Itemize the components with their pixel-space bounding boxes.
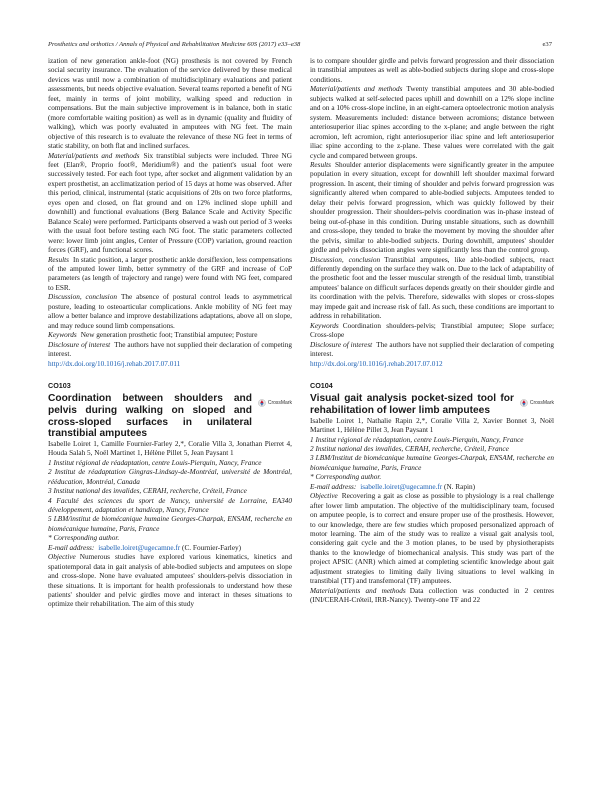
right-column bbox=[310, 57, 554, 606]
corresponding-note: * Corresponding author. bbox=[310, 473, 382, 482]
discussion-paragraph bbox=[48, 293, 292, 331]
methods-text: Six transtibial subjects were included. Three NG feet (Elan®, Proprio foot®, Meridium®) and the patient's usual foot were successively tested. For each foot type, after socket and alignment validation by an expert prosthetist, an acclimatization period of 15 days at home was observed. After this period, clinical, instrumental (static acquisitions of 20s on two force platforms, eyes open and closed, on flat ground and on 12% inclined slope uphill and downhill) and functional evaluations (Berg Balance Scale and Activity Specific Balance Scale) were performed. Participants observed a wash out period of 3 weeks with the usual foot before testing each NG foot. The static parameters collected were: lower limb joint angles, Center of Pressure (COP) variation, ground reaction forces (GRF), and functional scores. bbox=[48, 151, 292, 255]
abstract-code: CO103 bbox=[48, 380, 71, 390]
affiliation: 4 Faculté des sciences du sport de Nancy, université de Lorraine, EA340 développement, adaptation et handicap, Nancy, France bbox=[48, 496, 292, 514]
affiliation: 2 Institut national des invalides, CERAH, recherche, Créteil, France bbox=[310, 444, 509, 453]
section-label: Disclosure of interest bbox=[310, 340, 373, 349]
disclosure-paragraph bbox=[310, 341, 554, 360]
results-text: Shoulder anterior displacements were significantly greater in the amputee population in every situation, except for downhill left shoulder maximal forward progression. In ascent, their timing of shoulder and pelvis forward progression was significantly altered when compared to able-bodied subjects. Amputees tended to delay their pelvis forward progression, which was quickly followed by their shoulder progression. Their shoulders-pelvis coordination was in-phase instead of being out-of-phase in this condition. During unstable situations, such as downhill and cross-slope, they tended to brake the movement by moving the shoulder after the pelvis, similar to able-bodied subjects. During downhill, amputees' shoulder girdle and pelvis dissociation angles were significantly less than the control group. bbox=[310, 160, 554, 255]
section-label: Disclosure of interest bbox=[48, 340, 111, 349]
crossmark-label: CrossMark bbox=[529, 399, 554, 406]
abstract-code: CO104 bbox=[310, 380, 333, 390]
abstract-title-row bbox=[310, 393, 554, 416]
objective-text: Recovering a gait as close as possible to physiology is a real challenge after lower limb amputation. The objective of the multidisciplinary team, focused on amputee people, is to correct and ensure proper use of the prosthesis. However, to our knowledge, there are few studies which proposed personalized approach of motor learning. The aim of the study was to realize a visual gait analysis tool, considering gait cycle and the 3 motion planes, to be used by physiotherapists thanks to the knowledge of biomechanical analysis. This study was part of the project APSIC (ANR) which aimed at completing scientific knowledge about gait adjustment strategies to limiting daily living situations to level walking in transtibial (TT) and transfemoral (TF) amputees. bbox=[310, 492, 554, 586]
doi-link[interactable]: http://dx.doi.org/10.1016/j.rehab.2017.07.011 bbox=[48, 359, 181, 368]
affiliation: 3 LBM/Institut de biomécanique humaine Georges-Charpak, ENSAM, recherche en biomécanique humaine, Paris, France bbox=[310, 454, 554, 472]
crossmark-badge[interactable] bbox=[258, 397, 292, 409]
keywords-paragraph bbox=[310, 322, 554, 341]
email-label: E-mail address: bbox=[310, 482, 357, 491]
objective-paragraph bbox=[310, 492, 554, 587]
methods-paragraph bbox=[48, 152, 292, 256]
methods-text: Data collection was conducted in 2 centres (INI/CERAH-Créteil, IRR-Nancy). Twenty-one TF and 22 bbox=[310, 586, 554, 605]
corresponding-note: * Corresponding author. bbox=[48, 534, 120, 543]
keywords-text: Coordination shoulders-pelvis; Transtibial amputee; Slope surface; Cross-slope bbox=[310, 321, 554, 340]
section-label: Material/patients and methods bbox=[310, 85, 403, 94]
affiliation: 1 Institut régional de réadaptation, centre Louis-Pierquin, Nancy, France bbox=[310, 435, 524, 444]
results-paragraph bbox=[48, 256, 292, 294]
section-label: Objective bbox=[48, 553, 76, 562]
abstract-continuation: ization of new generation ankle-foot (NG) prosthesis is not covered by French social security insurance. The evaluation of the service delivered by these medical devices was until now a combination of multidisciplinary evaluations and patient assessments, but needs objective evaluation. Several teams reported a benefit of NG feet, mainly in terms of joint mobility, walking speed and reduction in compensations. But the main subjective improvement is in balance, both in static (more comfortable waiting position) as well as in dynamic (quality and fluidity of walking), which was poorly evaluated in amputees with NG feet. The main objective of this research is to evaluate the relevance of these NG feet in terms of static stability, on both flat and inclined surfaces. bbox=[48, 57, 292, 151]
doi-link[interactable]: http://dx.doi.org/10.1016/j.rehab.2017.07.012 bbox=[310, 359, 443, 368]
discussion-text: Transtibial amputees, like able-bodied subjects, react differently depending on the surface they walk on. Due to the lack of adaptability of the prosthetic foot and the lesser muscular strength of the residual limb, transtibial amputees' balance on difficult surfaces depends greatly on their shoulder girdle and its coordination with the pelvis. Therefore, sidewalks with slopes or cross-slopes may impede gait and increase risk of fall. As such, these conditions are important to address in rehabilitation. bbox=[310, 255, 554, 321]
section-label: Discussion, conclusion bbox=[310, 255, 381, 264]
objective-paragraph bbox=[48, 553, 292, 610]
crossmark-icon bbox=[258, 397, 266, 409]
methods-paragraph bbox=[310, 85, 554, 161]
author-list: Isabelle Loiret 1, Camille Fournier-Farley 2,*, Coralie Villa 3, Jonathan Pierret 4, Houda Salah 5, Noël Martinet 1, Hélène Pillet 5, Jean Paysant 1 bbox=[48, 439, 292, 458]
results-paragraph bbox=[310, 161, 554, 256]
section-label: Results bbox=[48, 255, 69, 264]
page-number: e37 bbox=[542, 41, 552, 48]
running-header bbox=[48, 41, 552, 48]
author-list: Isabelle Loiret 1, Nathalie Rapin 2,*, Coralie Villa 2, Xavier Bonnet 3, Noël Martinet 1, Hélène Pillet 3, Jean Paysant 1 bbox=[310, 416, 554, 435]
section-label: Discussion, conclusion bbox=[48, 293, 117, 302]
crossmark-label: CrossMark bbox=[267, 399, 292, 406]
keywords-text: New generation prosthetic foot; Transtibial amputee; Posture bbox=[80, 331, 258, 340]
abstract-title-row bbox=[48, 393, 292, 439]
disclosure-text: The authors have not supplied their declaration of competing interest. bbox=[310, 340, 554, 359]
affiliation: 1 Institut régional de réadaptation, centre Louis-Pierquin, Nancy, France bbox=[48, 458, 262, 467]
section-label: Material/patients and methods bbox=[310, 586, 406, 595]
objective-text: Numerous studies have explored various kinematics, kinetics and spatiotemporal data in gait analysis of able-bodied subjects and amputees on slope and cross-slope. None have evaluated amputees' shoulders-pelvis dissociation in these situations. It is important for health professionals to understand how these patients' shoulder and pelvic girdles move and interact in theses situations to optimize their rehabilitation. The aim of this study bbox=[48, 553, 292, 609]
section-label: Results bbox=[310, 160, 331, 169]
affiliation: 5 LBM/institut de biomécanique humaine Georges-Charpak, ENSAM, recherche en biomécanique humaine, Paris, France bbox=[48, 515, 292, 533]
email-line bbox=[48, 544, 292, 553]
abstract-title: Visual gait analysis pocket-sized tool for rehabilitation of lower limb amputees bbox=[310, 393, 514, 416]
section-label: Objective bbox=[310, 492, 338, 501]
section-label: Material/patients and methods bbox=[48, 151, 140, 160]
abstract-title: Coordination between shoulders and pelvis during walking on sloped and cross-sloped surfaces in unilateral transtibial amputees bbox=[48, 393, 252, 440]
discussion-text: The absence of postural control leads to asymmetrical posture, leading to osteoarticular complications. Ankle mobility of NG feet may allow a better balance and improve destabilizations adaptations, above all on slope, and may reduce sound limb compensations. bbox=[48, 293, 292, 330]
methods-paragraph bbox=[310, 587, 554, 606]
email-name: (N. Rapin) bbox=[444, 482, 476, 491]
email-name: (C. Fournier-Farley) bbox=[182, 543, 242, 552]
crossmark-icon bbox=[520, 397, 528, 409]
left-column bbox=[48, 57, 292, 610]
journal-citation: Prosthetics and orthotics / Annals of Physical and Rehabilitation Medicine 60S (2017) e33–e38 bbox=[48, 41, 301, 48]
email-line bbox=[310, 483, 554, 492]
abstract-continuation: is to compare shoulder girdle and pelvis forward progression and their dissociation in transtibial amputees as well as able-bodied subjects during slope and cross-slope conditions. bbox=[310, 57, 554, 84]
email-link[interactable]: isabelle.loiret@ugecamne.fr bbox=[360, 482, 443, 491]
results-text: In static position, a larger prosthetic ankle dorsiflexion, less compensations of the amputed lower limb, better symmetry of the GRF and increase of CoP parameters (as length of trajectory and range) were found with NG feet, compared to ESR. bbox=[48, 255, 292, 292]
keywords-paragraph bbox=[48, 331, 292, 340]
section-label: Keywords bbox=[48, 331, 77, 340]
affiliation: 2 Institut de réadaptation Gingras-Lindsay-de-Montréal, université de Montréal, rééducation, Montréal, Canada bbox=[48, 468, 292, 486]
email-label: E-mail address: bbox=[48, 543, 95, 552]
section-label: Keywords bbox=[310, 321, 339, 330]
affiliation: 3 Institut national des invalides, CERAH, recherche, Créteil, France bbox=[48, 487, 247, 496]
discussion-paragraph bbox=[310, 256, 554, 322]
disclosure-paragraph bbox=[48, 341, 292, 360]
disclosure-text: The authors have not supplied their declaration of competing interest. bbox=[48, 340, 292, 359]
email-link[interactable]: isabelle.loiret@ugecamne.fr bbox=[98, 543, 181, 552]
crossmark-badge[interactable] bbox=[520, 397, 554, 409]
methods-text: Twenty transtibial amputees and 30 able-bodied subjects walked at self-selected paces uphill and downhill on a 12% slope incline and on a 10% cross-slope incline, in an eight-camera optoelectronic motion analysis system. Measurements included: distance between acromions; distance between anteriosuperior iliac spines according to the x-plane; and angle between the right acromion, left acromion, right anteriosuperior iliac spine and left anteriosuperior iliac spine according to the z-plane. These values were correlated with the gait cycle and compared between groups. bbox=[310, 85, 555, 160]
